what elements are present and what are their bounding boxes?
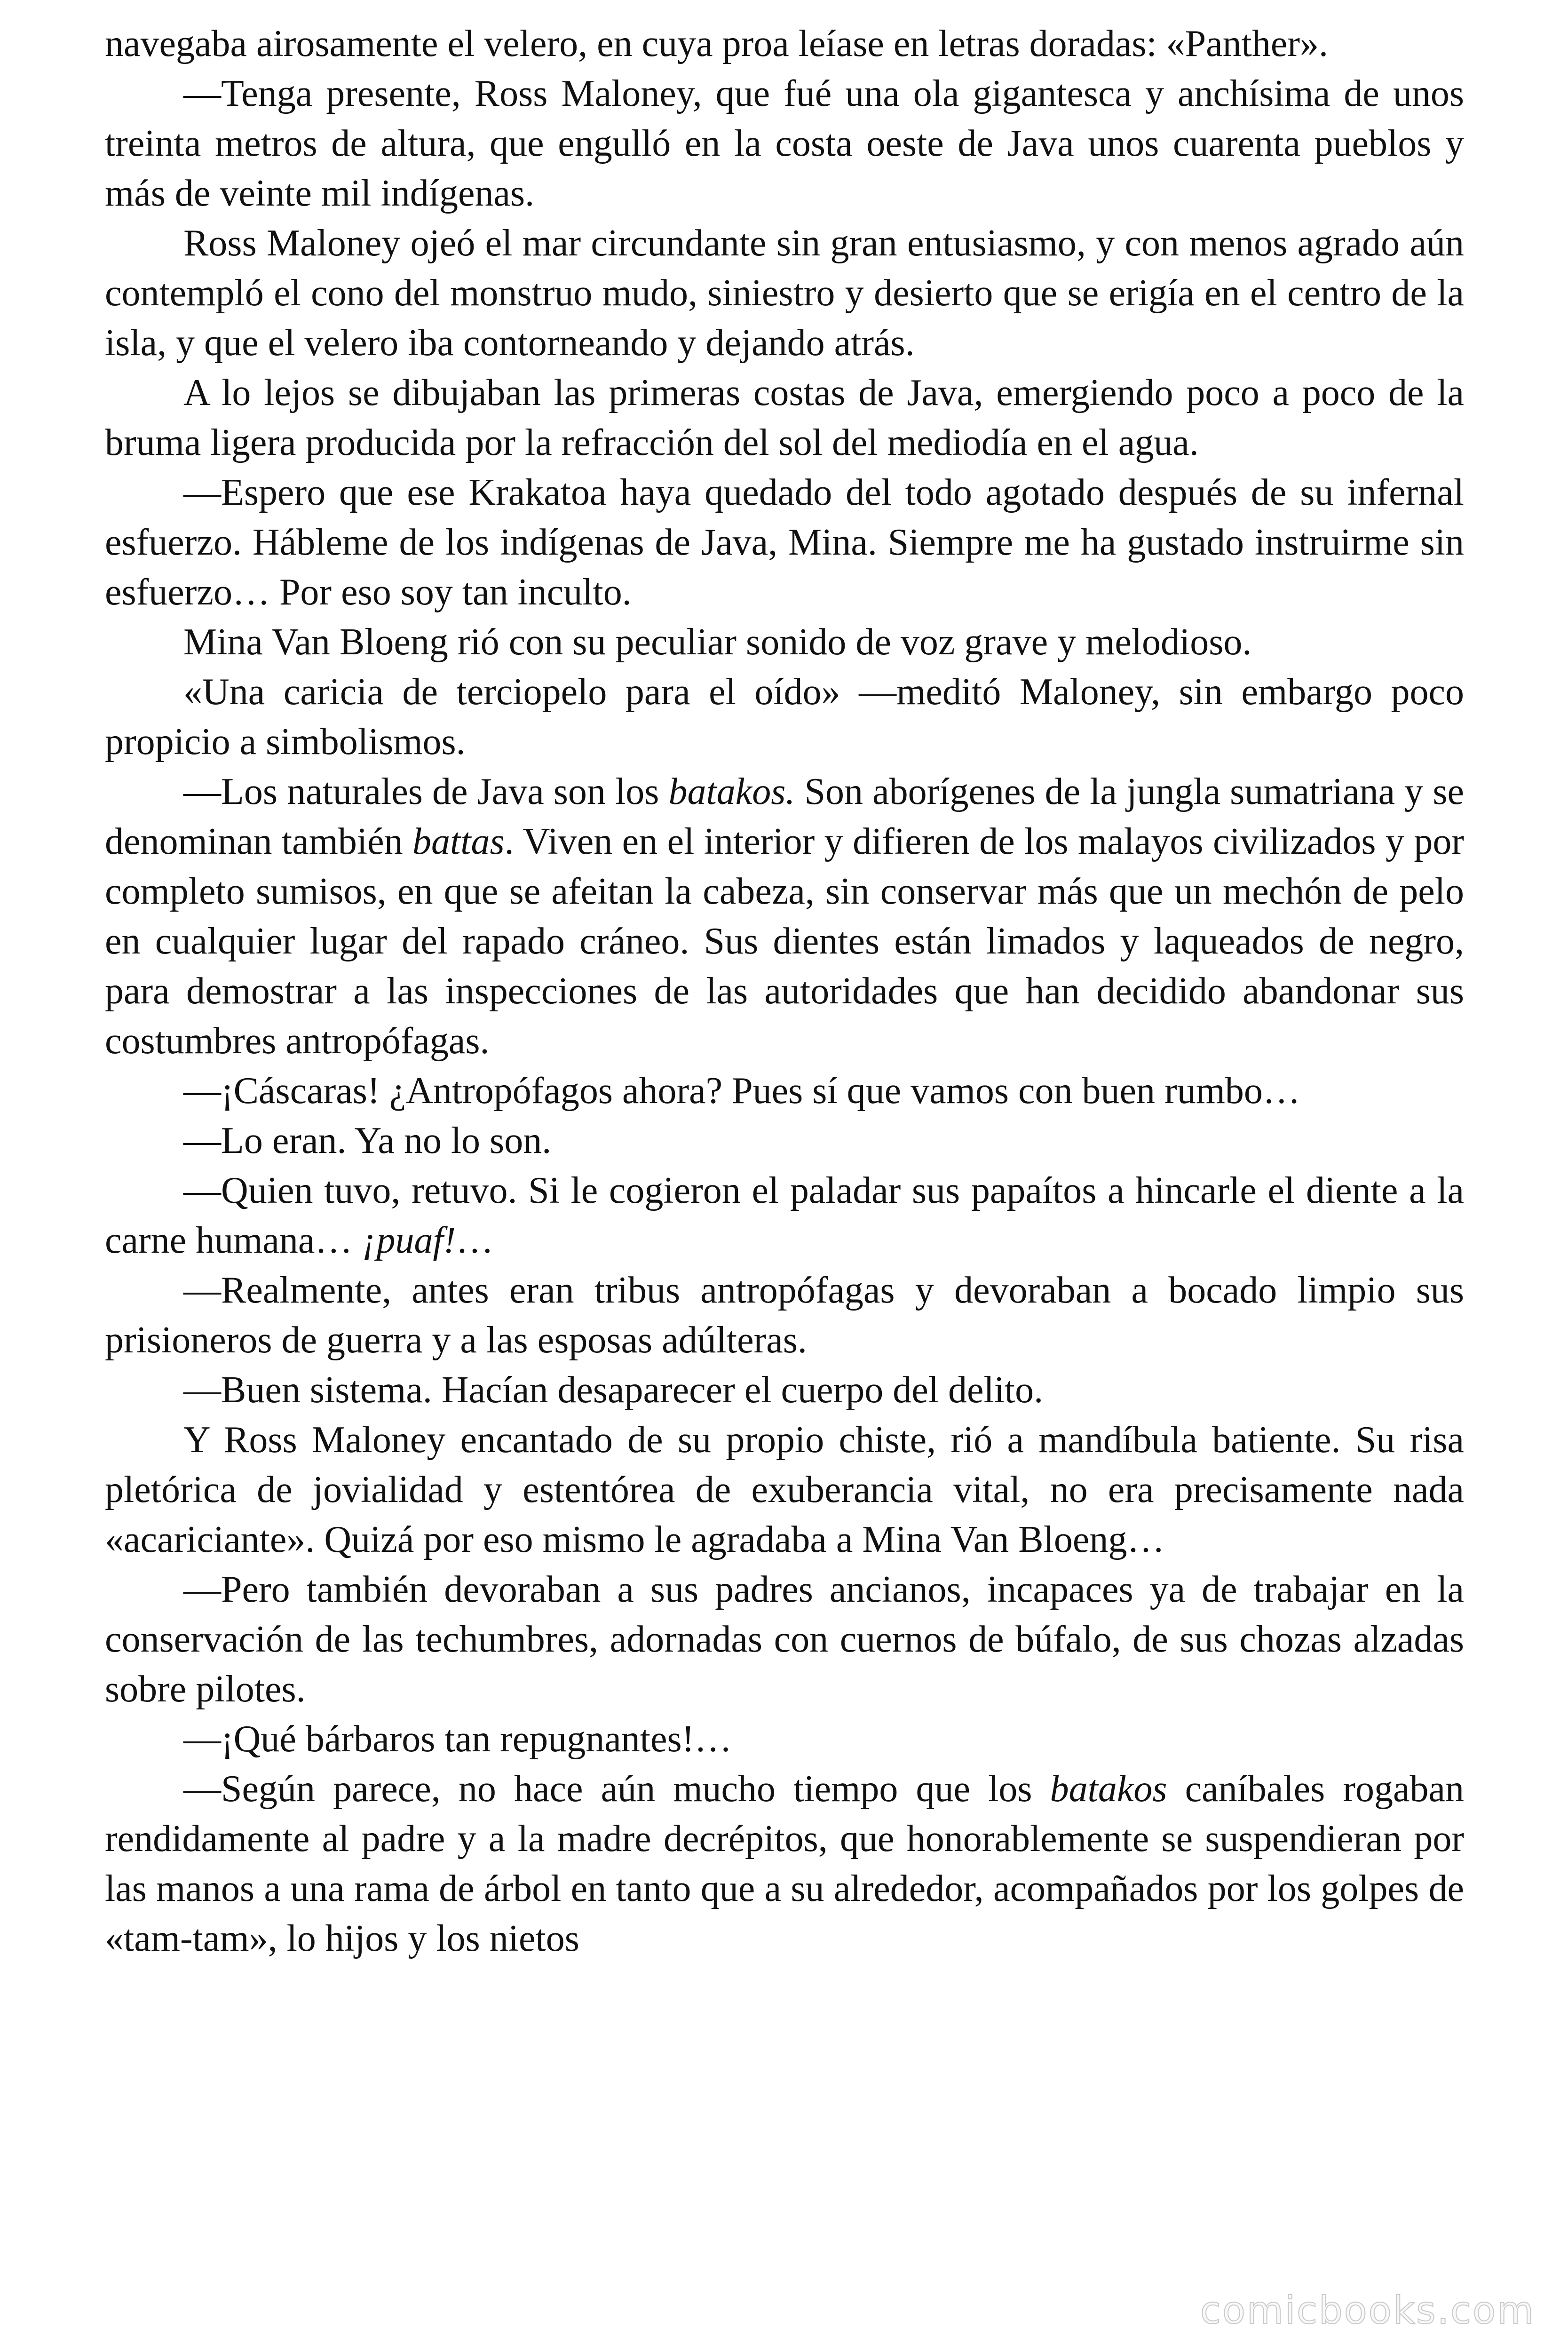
paragraph-text: —Los naturales de Java son los — [183, 771, 669, 812]
paragraph — [105, 1265, 1464, 1365]
paragraph-text: … — [456, 1220, 494, 1261]
paragraph — [105, 1365, 1464, 1415]
paragraph — [105, 617, 1464, 667]
paragraph-text: —Espero que ese Krakatoa haya quedado del todo agotado después de su infernal esfuerzo. Hábleme de los indígenas de Java, Mina. Siempre me ha gustado instruirme sin esfuerzo… Por eso soy tan inculto. — [105, 472, 1464, 613]
paragraph — [105, 1415, 1464, 1565]
italic-text: batakos — [1050, 1768, 1167, 1810]
paragraph-text: —Buen sistema. Hacían desaparecer el cuerpo del delito. — [183, 1369, 1044, 1411]
paragraph — [105, 667, 1464, 767]
paragraph — [105, 1565, 1464, 1714]
paragraph — [105, 1714, 1464, 1764]
paragraph — [105, 468, 1464, 617]
paragraph — [105, 218, 1464, 368]
paragraph — [105, 69, 1464, 218]
italic-text: batakos. — [668, 771, 795, 812]
paragraph-text: «Una caricia de terciopelo para el oído» —meditó Maloney, sin embargo poco propicio a simbolismos. — [105, 671, 1464, 763]
paragraph — [105, 1166, 1464, 1265]
paragraph-text: A lo lejos se dibujaban las primeras costas de Java, emergiendo poco a poco de la bruma ligera producida por la refracción del sol del mediodía en el agua. — [105, 372, 1464, 463]
paragraph — [105, 368, 1464, 468]
paragraph — [105, 19, 1464, 69]
document-page — [105, 19, 1464, 1963]
paragraph-text: caníbales rogaban rendidamente al padre y a la madre decrépitos, que honorablemente se suspendieran por las manos a una rama de árbol en tanto que a su alrededor, acompañados por los golpes de «tam-tam», lo hijos y los nietos — [105, 1768, 1464, 1959]
paragraph — [105, 767, 1464, 1066]
paragraph-text: Mina Van Bloeng rió con su peculiar sonido de voz grave y melodioso. — [183, 621, 1252, 663]
paragraph-text: —Quien tuvo, retuvo. Si le cogieron el paladar sus papaítos a hincarle el diente a la carne humana… — [105, 1170, 1464, 1261]
paragraph-text: —Según parece, no hace aún mucho tiempo que los — [183, 1768, 1050, 1810]
paragraph — [105, 1116, 1464, 1166]
paragraph-text: Y Ross Maloney encantado de su propio chiste, rió a mandíbula batiente. Su risa pletórica de jovialidad y estentórea de exuberancia vital, no era precisamente nada «acariciante». Quizá por eso mismo le agradaba a Mina Van Bloeng… — [105, 1419, 1464, 1560]
paragraph-text: Son aborígenes de la jungla sumatriana y se denominan también — [105, 771, 1464, 862]
italic-text: battas — [412, 821, 505, 862]
paragraph-text: —Tenga presente, Ross Maloney, que fué una ola gigantesca y anchísima de unos treinta metros de altura, que engulló en la costa oeste de Java unos cuarenta pueblos y más de veinte mil indígenas. — [105, 73, 1464, 214]
paragraph-text: —Pero también devoraban a sus padres ancianos, incapaces ya de trabajar en la conservación de las techumbres, adornadas con cuernos de búfalo, de sus chozas alzadas sobre pilotes. — [105, 1569, 1464, 1710]
paragraph — [105, 1764, 1464, 1963]
paragraph-text: —¡Cáscaras! ¿Antropófagos ahora? Pues sí que vamos con buen rumbo… — [183, 1070, 1300, 1112]
paragraph-text: —Realmente, antes eran tribus antropófagas y devoraban a bocado limpio sus prisioneros de guerra y a las esposas adúlteras. — [105, 1270, 1464, 1361]
italic-text: ¡puaf! — [362, 1220, 456, 1261]
watermark-logo: comicbooks.com — [1200, 2288, 1535, 2332]
paragraph-text: —¡Qué bárbaros tan repugnantes!… — [183, 1718, 732, 1760]
paragraph-text: navegaba airosamente el velero, en cuya proa leíase en letras doradas: «Panther». — [105, 23, 1329, 64]
paragraph-text: . Viven en el interior y difieren de los malayos civilizados y por completo sumisos, en que se afeitan la cabeza, sin conservar más que un mechón de pelo en cualquier lugar del rapado cráneo. Sus dientes están limados y laqueados de negro, para demostrar a las inspecciones de las autoridades que han decidido abandonar sus costumbres antropófagas. — [105, 821, 1464, 1062]
paragraph — [105, 1066, 1464, 1116]
paragraph-text: Ross Maloney ojeó el mar circundante sin gran entusiasmo, y con menos agrado aún contempló el cono del monstruo mudo, siniestro y desierto que se erigía en el centro de la isla, y que el velero iba contorneando y dejando atrás. — [105, 222, 1464, 364]
paragraph-text: —Lo eran. Ya no lo son. — [183, 1120, 552, 1161]
